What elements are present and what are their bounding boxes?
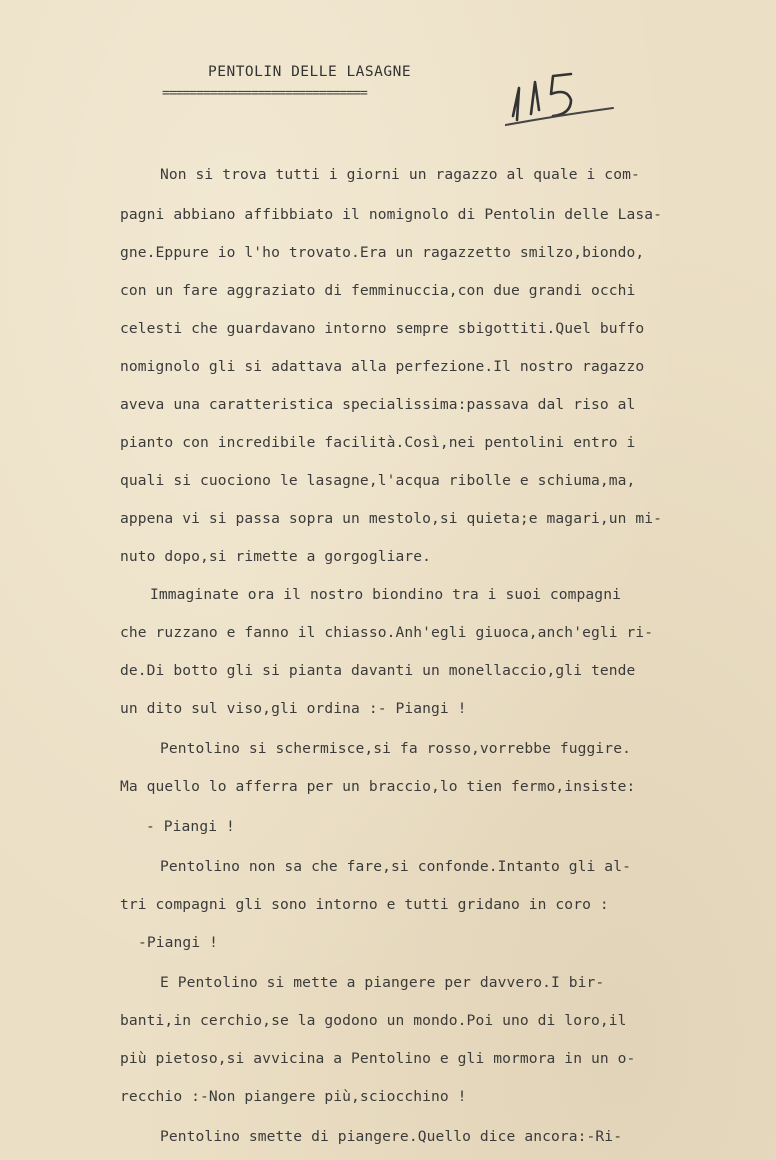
text-line: E Pentolino si mette a piangere per davvero.I bir- <box>160 974 605 991</box>
text-line: aveva una caratteristica specialissima:passava dal riso al <box>120 396 636 413</box>
text-line: pianto con incredibile facilità.Così,nei pentolini entro i <box>120 434 636 451</box>
title-underline: ============================== <box>162 86 367 101</box>
text-line: Pentolino non sa che fare,si confonde.Intanto gli al- <box>160 858 631 875</box>
handwritten-folio-mark <box>505 58 615 148</box>
text-line: un dito sul viso,gli ordina :- Piangi ! <box>120 700 467 717</box>
text-line: Pentolino si schermisce,si fa rosso,vorrebbe fuggire. <box>160 740 631 757</box>
text-line: Immaginate ora il nostro biondino tra i suoi compagni <box>150 586 621 603</box>
text-line: con un fare aggraziato di femminuccia,con due grandi occhi <box>120 282 636 299</box>
text-line: recchio :-Non piangere più,sciocchino ! <box>120 1088 467 1105</box>
text-line: gne.Eppure io l'ho trovato.Era un ragazzetto smilzo,biondo, <box>120 244 645 261</box>
text-line: appena vi si passa sopra un mestolo,si quieta;e magari,un mi- <box>120 510 663 527</box>
text-line: nomignolo gli si adattava alla perfezione.Il nostro ragazzo <box>120 358 645 375</box>
text-line: -Piangi ! <box>138 934 218 951</box>
text-line: pagni abbiano affibbiato il nomignolo di Pentolin delle Lasa- <box>120 206 663 223</box>
text-line: - Piangi ! <box>146 818 235 835</box>
text-line: Non si trova tutti i giorni un ragazzo al quale i com- <box>160 166 640 183</box>
text-line: banti,in cerchio,se la godono un mondo.Poi uno di loro,il <box>120 1012 627 1029</box>
text-line: quali si cuociono le lasagne,l'acqua ribolle e schiuma,ma, <box>120 472 636 489</box>
text-line: che ruzzano e fanno il chiasso.Anh'egli giuoca,anch'egli ri- <box>120 624 654 641</box>
text-line: nuto dopo,si rimette a gorgogliare. <box>120 548 432 565</box>
text-line: tri compagni gli sono intorno e tutti gridano in coro : <box>120 896 609 913</box>
text-line: celesti che guardavano intorno sempre sbigottiti.Quel buffo <box>120 320 645 337</box>
text-line: più pietoso,si avvicina a Pentolino e gli mormora in un o- <box>120 1050 636 1067</box>
text-line: Ma quello lo afferra per un braccio,lo tien fermo,insiste: <box>120 778 636 795</box>
document-title: PENTOLIN DELLE LASAGNE <box>208 64 412 80</box>
text-line: Pentolino smette di piangere.Quello dice ancora:-Ri- <box>160 1128 623 1145</box>
text-line: de.Di botto gli si pianta davanti un monellaccio,gli tende <box>120 662 636 679</box>
